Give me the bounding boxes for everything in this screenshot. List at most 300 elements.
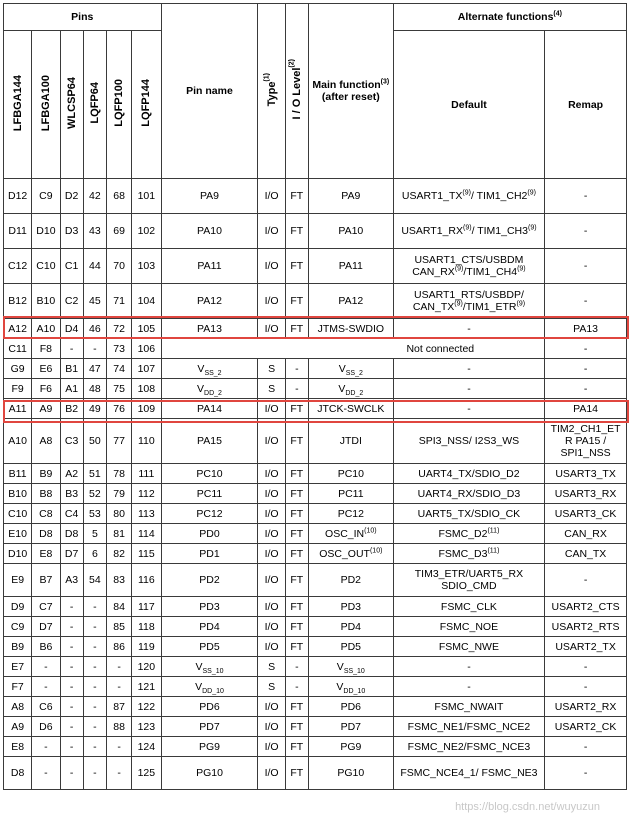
remap-cell: - bbox=[545, 359, 627, 379]
type-cell: I/O bbox=[258, 544, 285, 564]
package-pin-cell: A3 bbox=[60, 564, 83, 597]
package-pin-cell: 5 bbox=[83, 524, 106, 544]
package-pin-cell: A2 bbox=[60, 464, 83, 484]
type-cell: I/O bbox=[258, 504, 285, 524]
pin-name-cell: PD7 bbox=[161, 717, 258, 737]
package-pin-cell: 72 bbox=[106, 319, 131, 339]
pin-name-cell: PG10 bbox=[161, 757, 258, 790]
io-level-cell: FT bbox=[285, 697, 308, 717]
type-cell: I/O bbox=[258, 464, 285, 484]
default-function-cell: - bbox=[393, 379, 544, 399]
io-level-header: I / O Level$^{(2)}$ bbox=[285, 4, 308, 179]
alt-functions-header: Alternate functions$^{(4)}$ bbox=[393, 4, 626, 31]
package-pin-cell: 77 bbox=[106, 419, 131, 464]
remap-cell: - bbox=[545, 179, 627, 214]
io-level-cell: FT bbox=[285, 597, 308, 617]
main-function-header: Main function$^{(3)}$ (after reset) bbox=[308, 4, 393, 179]
package-pin-cell: D8 bbox=[60, 524, 83, 544]
remap-cell: - bbox=[545, 249, 627, 284]
pin-name-cell: PA13 bbox=[161, 319, 258, 339]
table-row bbox=[4, 677, 627, 697]
package-pin-cell: D6 bbox=[32, 717, 60, 737]
package-pin-cell: 46 bbox=[83, 319, 106, 339]
package-pin-cell: - bbox=[83, 339, 106, 359]
remap-cell: - bbox=[545, 737, 627, 757]
table-row bbox=[4, 249, 627, 284]
main-function-cell: JTMS-SWDIO bbox=[308, 319, 393, 339]
io-level-cell: - bbox=[285, 359, 308, 379]
table-row bbox=[4, 419, 627, 464]
main-function-cell: PD6 bbox=[308, 697, 393, 717]
default-function-cell: USART1_CTS/USBDM CAN_RX$^{(9)}$/TIM1_CH4$^{(9)}$ bbox=[393, 249, 544, 284]
package-pin-cell: 70 bbox=[106, 249, 131, 284]
main-function-cell: OSC_OUT$^{(10)}$ bbox=[308, 544, 393, 564]
pin-definition-table bbox=[3, 3, 627, 790]
type-cell: I/O bbox=[258, 284, 285, 319]
package-pin-cell: - bbox=[60, 637, 83, 657]
default-function-cell: FSMC_NE1/FSMC_NCE2 bbox=[393, 717, 544, 737]
main-function-cell: PD7 bbox=[308, 717, 393, 737]
package-pin-cell: D7 bbox=[60, 544, 83, 564]
remap-cell: USART3_TX bbox=[545, 464, 627, 484]
package-pin-cell: B9 bbox=[4, 637, 32, 657]
main-function-cell: PG9 bbox=[308, 737, 393, 757]
package-pin-cell: B1 bbox=[60, 359, 83, 379]
package-pin-cell: C9 bbox=[4, 617, 32, 637]
package-pin-cell: D7 bbox=[32, 617, 60, 637]
table-row bbox=[4, 617, 627, 637]
package-pin-cell: 78 bbox=[106, 464, 131, 484]
default-function-cell: FSMC_NOE bbox=[393, 617, 544, 637]
package-pin-cell: A9 bbox=[32, 399, 60, 419]
package-pin-cell: 43 bbox=[83, 214, 106, 249]
package-pin-cell: D3 bbox=[60, 214, 83, 249]
package-pin-cell: E7 bbox=[4, 657, 32, 677]
main-function-cell: $V_{SS\_2}$ bbox=[308, 359, 393, 379]
table-row bbox=[4, 214, 627, 249]
package-pin-cell: C1 bbox=[60, 249, 83, 284]
table-row bbox=[4, 524, 627, 544]
remap-cell: USART3_RX bbox=[545, 484, 627, 504]
pins-group-header: Pins bbox=[4, 4, 162, 31]
table-row bbox=[4, 504, 627, 524]
table-row bbox=[4, 339, 627, 359]
main-function-cell: PA11 bbox=[308, 249, 393, 284]
not-connected-cell: Not connected bbox=[161, 339, 545, 359]
type-cell: I/O bbox=[258, 249, 285, 284]
remap-cell: CAN_TX bbox=[545, 544, 627, 564]
package-pin-cell: B8 bbox=[32, 484, 60, 504]
package-pin-cell: D10 bbox=[4, 544, 32, 564]
default-function-cell: USART1_RTS/USBDP/ CAN_TX$^{(9)}$/TIM1_ETR$^{(9)}$ bbox=[393, 284, 544, 319]
pin-name-cell: PD4 bbox=[161, 617, 258, 637]
package-header: LQFP144 bbox=[132, 31, 161, 179]
package-pin-cell: 118 bbox=[132, 617, 161, 637]
package-pin-cell: - bbox=[106, 737, 131, 757]
io-level-cell: FT bbox=[285, 179, 308, 214]
default-function-cell: SPI3_NSS/ I2S3_WS bbox=[393, 419, 544, 464]
package-pin-cell: - bbox=[32, 757, 60, 790]
package-pin-cell: 45 bbox=[83, 284, 106, 319]
io-level-cell: - bbox=[285, 379, 308, 399]
package-pin-cell: B10 bbox=[32, 284, 60, 319]
package-pin-cell: 42 bbox=[83, 179, 106, 214]
type-cell: I/O bbox=[258, 617, 285, 637]
package-pin-cell: B12 bbox=[4, 284, 32, 319]
package-pin-cell: B10 bbox=[4, 484, 32, 504]
package-pin-cell: 109 bbox=[132, 399, 161, 419]
remap-cell: - bbox=[545, 379, 627, 399]
table-row bbox=[4, 399, 627, 419]
package-pin-cell: 82 bbox=[106, 544, 131, 564]
io-level-cell: FT bbox=[285, 637, 308, 657]
package-pin-cell: C6 bbox=[32, 697, 60, 717]
package-pin-cell: 101 bbox=[132, 179, 161, 214]
pin-name-cell: PD3 bbox=[161, 597, 258, 617]
package-pin-cell: 51 bbox=[83, 464, 106, 484]
io-level-cell: FT bbox=[285, 419, 308, 464]
table-row bbox=[4, 717, 627, 737]
pin-name-cell: PA15 bbox=[161, 419, 258, 464]
remap-cell: PA13 bbox=[545, 319, 627, 339]
io-level-cell: FT bbox=[285, 544, 308, 564]
main-function-cell: PA9 bbox=[308, 179, 393, 214]
pin-name-cell: $V_{DD\_2}$ bbox=[161, 379, 258, 399]
default-function-cell: FSMC_NWAIT bbox=[393, 697, 544, 717]
table-row bbox=[4, 544, 627, 564]
remap-cell: USART2_RTS bbox=[545, 617, 627, 637]
io-level-cell: FT bbox=[285, 524, 308, 544]
default-function-cell: - bbox=[393, 677, 544, 697]
package-pin-cell: 53 bbox=[83, 504, 106, 524]
io-level-cell: FT bbox=[285, 484, 308, 504]
package-pin-cell: - bbox=[32, 677, 60, 697]
type-cell: I/O bbox=[258, 757, 285, 790]
package-pin-cell: D8 bbox=[32, 524, 60, 544]
package-pin-cell: A1 bbox=[60, 379, 83, 399]
package-pin-cell: 50 bbox=[83, 419, 106, 464]
type-cell: I/O bbox=[258, 419, 285, 464]
io-level-cell: FT bbox=[285, 249, 308, 284]
package-pin-cell: - bbox=[60, 757, 83, 790]
remap-cell: USART2_TX bbox=[545, 637, 627, 657]
package-pin-cell: - bbox=[60, 717, 83, 737]
package-pin-cell: 76 bbox=[106, 399, 131, 419]
package-pin-cell: 125 bbox=[132, 757, 161, 790]
package-pin-cell: E6 bbox=[32, 359, 60, 379]
package-pin-cell: A10 bbox=[4, 419, 32, 464]
pin-name-cell: PD1 bbox=[161, 544, 258, 564]
package-pin-cell: D4 bbox=[60, 319, 83, 339]
package-pin-cell: B7 bbox=[32, 564, 60, 597]
main-function-cell: PC11 bbox=[308, 484, 393, 504]
remap-cell: USART2_CTS bbox=[545, 597, 627, 617]
package-pin-cell: 120 bbox=[132, 657, 161, 677]
package-pin-cell: 107 bbox=[132, 359, 161, 379]
remap-header: Remap bbox=[545, 31, 627, 179]
main-function-cell: JTCK-SWCLK bbox=[308, 399, 393, 419]
package-pin-cell: B2 bbox=[60, 399, 83, 419]
default-function-cell: TIM3_ETR/UART5_RX SDIO_CMD bbox=[393, 564, 544, 597]
package-pin-cell: - bbox=[60, 677, 83, 697]
remap-cell: USART2_RX bbox=[545, 697, 627, 717]
package-pin-cell: - bbox=[60, 339, 83, 359]
package-pin-cell: - bbox=[60, 737, 83, 757]
package-pin-cell: B6 bbox=[32, 637, 60, 657]
remap-cell: - bbox=[545, 657, 627, 677]
package-pin-cell: G9 bbox=[4, 359, 32, 379]
package-pin-cell: 108 bbox=[132, 379, 161, 399]
default-function-cell: - bbox=[393, 319, 544, 339]
package-pin-cell: A11 bbox=[4, 399, 32, 419]
main-function-cell: PA10 bbox=[308, 214, 393, 249]
type-cell: S bbox=[258, 379, 285, 399]
package-pin-cell: - bbox=[83, 677, 106, 697]
table-row bbox=[4, 484, 627, 504]
io-level-cell: FT bbox=[285, 464, 308, 484]
package-pin-cell: 80 bbox=[106, 504, 131, 524]
io-level-cell: FT bbox=[285, 399, 308, 419]
package-pin-cell: 81 bbox=[106, 524, 131, 544]
pin-name-cell: PA14 bbox=[161, 399, 258, 419]
package-pin-cell: 44 bbox=[83, 249, 106, 284]
pin-name-cell: PA11 bbox=[161, 249, 258, 284]
package-pin-cell: - bbox=[32, 657, 60, 677]
main-function-cell: JTDI bbox=[308, 419, 393, 464]
package-pin-cell: B3 bbox=[60, 484, 83, 504]
io-level-cell: FT bbox=[285, 319, 308, 339]
package-pin-cell: B9 bbox=[32, 464, 60, 484]
package-pin-cell: - bbox=[60, 697, 83, 717]
default-function-cell: FSMC_D2$^{(11)}$ bbox=[393, 524, 544, 544]
table-row bbox=[4, 564, 627, 597]
default-function-cell: UART4_RX/SDIO_D3 bbox=[393, 484, 544, 504]
default-function-cell: FSMC_NWE bbox=[393, 637, 544, 657]
default-function-cell: FSMC_CLK bbox=[393, 597, 544, 617]
package-pin-cell: C4 bbox=[60, 504, 83, 524]
package-pin-cell: 110 bbox=[132, 419, 161, 464]
package-pin-cell: 49 bbox=[83, 399, 106, 419]
package-pin-cell: D10 bbox=[32, 214, 60, 249]
pin-name-cell: PD2 bbox=[161, 564, 258, 597]
package-pin-cell: 68 bbox=[106, 179, 131, 214]
table-row bbox=[4, 637, 627, 657]
package-pin-cell: E8 bbox=[32, 544, 60, 564]
pin-name-cell: $V_{SS\_10}$ bbox=[161, 657, 258, 677]
package-pin-cell: 115 bbox=[132, 544, 161, 564]
type-header: Type$^{(1)}$ bbox=[258, 4, 285, 179]
package-header: WLCSP64 bbox=[60, 31, 83, 179]
pin-name-cell: PC12 bbox=[161, 504, 258, 524]
pin-name-header: Pin name bbox=[161, 4, 258, 179]
package-header: LQFP100 bbox=[106, 31, 131, 179]
pin-name-cell: PC10 bbox=[161, 464, 258, 484]
io-level-cell: FT bbox=[285, 757, 308, 790]
io-level-cell: - bbox=[285, 677, 308, 697]
package-pin-cell: 54 bbox=[83, 564, 106, 597]
pin-name-cell: $V_{SS\_2}$ bbox=[161, 359, 258, 379]
type-cell: I/O bbox=[258, 564, 285, 597]
package-pin-cell: C7 bbox=[32, 597, 60, 617]
package-pin-cell: 106 bbox=[132, 339, 161, 359]
remap-cell: CAN_RX bbox=[545, 524, 627, 544]
package-pin-cell: 122 bbox=[132, 697, 161, 717]
package-pin-cell: 112 bbox=[132, 484, 161, 504]
default-function-cell: UART4_TX/SDIO_D2 bbox=[393, 464, 544, 484]
io-level-cell: FT bbox=[285, 564, 308, 597]
default-function-cell: - bbox=[393, 399, 544, 419]
package-pin-cell: 117 bbox=[132, 597, 161, 617]
package-pin-cell: A9 bbox=[4, 717, 32, 737]
package-pin-cell: 71 bbox=[106, 284, 131, 319]
package-pin-cell: C8 bbox=[32, 504, 60, 524]
default-function-cell: FSMC_NE2/FSMC_NCE3 bbox=[393, 737, 544, 757]
package-pin-cell: C10 bbox=[32, 249, 60, 284]
package-pin-cell: D9 bbox=[4, 597, 32, 617]
package-pin-cell: - bbox=[83, 657, 106, 677]
io-level-cell: FT bbox=[285, 617, 308, 637]
default-function-cell: - bbox=[393, 359, 544, 379]
package-pin-cell: 69 bbox=[106, 214, 131, 249]
package-pin-cell: 6 bbox=[83, 544, 106, 564]
main-function-cell: PD5 bbox=[308, 637, 393, 657]
package-pin-cell: 104 bbox=[132, 284, 161, 319]
package-pin-cell: 105 bbox=[132, 319, 161, 339]
table-row bbox=[4, 697, 627, 717]
package-pin-cell: C3 bbox=[60, 419, 83, 464]
package-pin-cell: - bbox=[83, 617, 106, 637]
package-pin-cell: - bbox=[60, 657, 83, 677]
package-pin-cell: - bbox=[83, 637, 106, 657]
default-function-cell: USART1_RX$^{(9)}$/ TIM1_CH3$^{(9)}$ bbox=[393, 214, 544, 249]
package-pin-cell: - bbox=[83, 757, 106, 790]
type-cell: I/O bbox=[258, 717, 285, 737]
package-header: LFBGA144 bbox=[4, 31, 32, 179]
package-pin-cell: F8 bbox=[32, 339, 60, 359]
type-cell: I/O bbox=[258, 737, 285, 757]
default-function-cell: UART5_TX/SDIO_CK bbox=[393, 504, 544, 524]
table-row bbox=[4, 657, 627, 677]
package-pin-cell: - bbox=[32, 737, 60, 757]
pin-name-cell: PA10 bbox=[161, 214, 258, 249]
package-pin-cell: 75 bbox=[106, 379, 131, 399]
remap-cell: - bbox=[545, 677, 627, 697]
table-row bbox=[4, 464, 627, 484]
main-function-cell: $V_{DD\_2}$ bbox=[308, 379, 393, 399]
type-cell: S bbox=[258, 677, 285, 697]
io-level-cell: FT bbox=[285, 214, 308, 249]
package-pin-cell: 85 bbox=[106, 617, 131, 637]
type-cell: S bbox=[258, 657, 285, 677]
remap-cell: USART3_CK bbox=[545, 504, 627, 524]
package-pin-cell: 83 bbox=[106, 564, 131, 597]
package-pin-cell: 123 bbox=[132, 717, 161, 737]
table-row bbox=[4, 597, 627, 617]
remap-cell: - bbox=[545, 564, 627, 597]
type-cell: I/O bbox=[258, 484, 285, 504]
table-row bbox=[4, 757, 627, 790]
package-pin-cell: D2 bbox=[60, 179, 83, 214]
table-row bbox=[4, 359, 627, 379]
table-row bbox=[4, 319, 627, 339]
package-pin-cell: 88 bbox=[106, 717, 131, 737]
package-pin-cell: 79 bbox=[106, 484, 131, 504]
io-level-cell: FT bbox=[285, 284, 308, 319]
package-pin-cell: 124 bbox=[132, 737, 161, 757]
pin-name-cell: PA9 bbox=[161, 179, 258, 214]
main-function-cell: $V_{DD\_10}$ bbox=[308, 677, 393, 697]
package-pin-cell: A10 bbox=[32, 319, 60, 339]
package-pin-cell: D8 bbox=[4, 757, 32, 790]
package-pin-cell: A8 bbox=[32, 419, 60, 464]
pin-name-cell: PA12 bbox=[161, 284, 258, 319]
main-function-cell: PD2 bbox=[308, 564, 393, 597]
remap-cell: - bbox=[545, 214, 627, 249]
io-level-cell: FT bbox=[285, 504, 308, 524]
package-pin-cell: 111 bbox=[132, 464, 161, 484]
pin-name-cell: PG9 bbox=[161, 737, 258, 757]
package-pin-cell: E9 bbox=[4, 564, 32, 597]
package-pin-cell: - bbox=[106, 757, 131, 790]
default-header: Default bbox=[393, 31, 544, 179]
package-pin-cell: 103 bbox=[132, 249, 161, 284]
default-function-cell: FSMC_D3$^{(11)}$ bbox=[393, 544, 544, 564]
type-cell: I/O bbox=[258, 399, 285, 419]
main-function-cell: PC12 bbox=[308, 504, 393, 524]
package-pin-cell: E8 bbox=[4, 737, 32, 757]
package-pin-cell: 102 bbox=[132, 214, 161, 249]
package-pin-cell: C12 bbox=[4, 249, 32, 284]
package-pin-cell: E10 bbox=[4, 524, 32, 544]
package-pin-cell: C2 bbox=[60, 284, 83, 319]
package-pin-cell: - bbox=[83, 697, 106, 717]
package-pin-cell: 87 bbox=[106, 697, 131, 717]
pin-name-cell: PD0 bbox=[161, 524, 258, 544]
remap-cell: USART2_CK bbox=[545, 717, 627, 737]
main-function-cell: PG10 bbox=[308, 757, 393, 790]
table-row bbox=[4, 179, 627, 214]
package-pin-cell: C11 bbox=[4, 339, 32, 359]
package-pin-cell: 121 bbox=[132, 677, 161, 697]
io-level-cell: - bbox=[285, 657, 308, 677]
pin-name-cell: PD5 bbox=[161, 637, 258, 657]
package-pin-cell: - bbox=[60, 617, 83, 637]
type-cell: I/O bbox=[258, 524, 285, 544]
table-row bbox=[4, 284, 627, 319]
package-pin-cell: 114 bbox=[132, 524, 161, 544]
header-group-row bbox=[4, 4, 627, 31]
package-pin-cell: D12 bbox=[4, 179, 32, 214]
package-pin-cell: 113 bbox=[132, 504, 161, 524]
package-pin-cell: B11 bbox=[4, 464, 32, 484]
io-level-cell: FT bbox=[285, 737, 308, 757]
package-pin-cell: 52 bbox=[83, 484, 106, 504]
package-pin-cell: A12 bbox=[4, 319, 32, 339]
pin-name-cell: $V_{DD\_10}$ bbox=[161, 677, 258, 697]
package-pin-cell: - bbox=[83, 597, 106, 617]
package-pin-cell: 48 bbox=[83, 379, 106, 399]
package-pin-cell: 119 bbox=[132, 637, 161, 657]
remap-cell: - bbox=[545, 757, 627, 790]
default-function-cell: FSMC_NCE4_1/ FSMC_NE3 bbox=[393, 757, 544, 790]
package-header: LFBGA100 bbox=[32, 31, 60, 179]
remap-cell: - bbox=[545, 284, 627, 319]
package-pin-cell: - bbox=[83, 737, 106, 757]
table-row bbox=[4, 737, 627, 757]
default-function-cell: - bbox=[393, 657, 544, 677]
package-pin-cell: - bbox=[106, 657, 131, 677]
main-function-cell: $V_{SS\_10}$ bbox=[308, 657, 393, 677]
